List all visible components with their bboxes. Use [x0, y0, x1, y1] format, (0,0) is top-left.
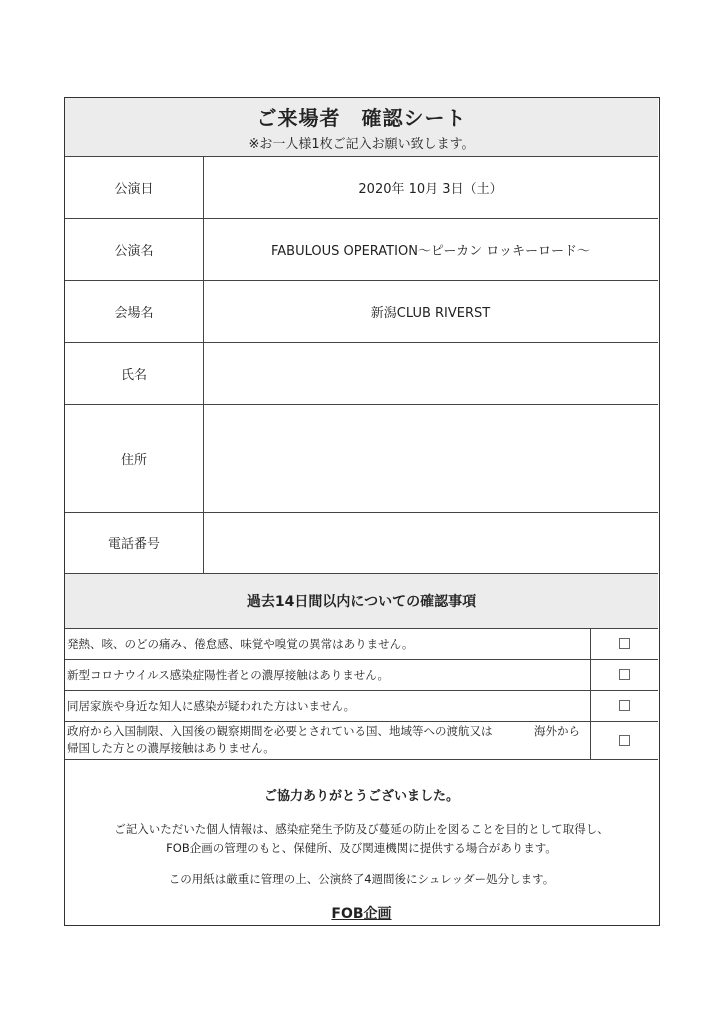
checkbox-cell[interactable]	[590, 721, 658, 759]
organizer-name: FOB企画	[331, 906, 392, 922]
confirmation-sheet	[64, 97, 660, 926]
checklist-item: 同居家族や身近な知人に感染が疑われた方はいません。	[67, 698, 356, 713]
phone-field[interactable]	[203, 512, 658, 573]
row-label-date: 公演日	[114, 181, 154, 197]
name-field[interactable]	[203, 342, 658, 404]
address-field[interactable]	[203, 404, 658, 512]
venue-name: 新潟CLUB RIVERST	[370, 305, 491, 321]
checklist-heading: 過去14日間以内についての確認事項	[246, 594, 477, 610]
checkbox-cell[interactable]	[590, 659, 658, 690]
checkbox[interactable]	[619, 669, 630, 680]
checkbox-cell[interactable]	[590, 628, 658, 659]
disposal-note: この用紙は厳重に管理の上、公演終了4週間後にシュレッダー処分します。	[168, 872, 555, 886]
performance-name: FABULOUS OPERATION〜ピーカン ロッキーロード〜	[270, 243, 591, 259]
checklist-item: 政府から入国制限、入国後の観察期間を必要とされている国、地域等への渡航又は 海外から 帰国した方との濃厚接触はありません。	[67, 724, 580, 755]
row-label-performance: 公演名	[114, 243, 154, 259]
sheet-title: ご来場者 確認シート	[256, 105, 467, 130]
checklist-item: 新型コロナウイルス感染症陽性者との濃厚接触はありません。	[67, 667, 389, 682]
checkbox[interactable]	[619, 700, 630, 711]
checkbox[interactable]	[619, 735, 630, 746]
privacy-note: ご記入いただいた個人情報は、感染症発生予防及び蔓延の防止を図ることを目的として取得し、 FOB企画の管理のもと、保健所、及び関連機関に提供する場合があります。	[114, 822, 609, 855]
checklist-item: 発熱、咳、のどの痛み、倦怠感、味覚や嗅覚の異常はありません。	[67, 636, 414, 651]
performance-date: 2020年 10月 3日（土）	[358, 181, 503, 197]
row-label-phone: 電話番号	[107, 537, 160, 552]
sheet-subtitle: ※お一人様1枚ご記入お願い致します。	[248, 136, 475, 152]
checkbox[interactable]	[619, 638, 630, 649]
thanks-message: ご協力ありがとうございました。	[263, 788, 459, 804]
row-label-venue: 会場名	[114, 305, 154, 321]
row-label-name: 氏名	[120, 367, 147, 383]
checkbox-cell[interactable]	[590, 690, 658, 721]
row-label-address: 住所	[120, 452, 147, 468]
